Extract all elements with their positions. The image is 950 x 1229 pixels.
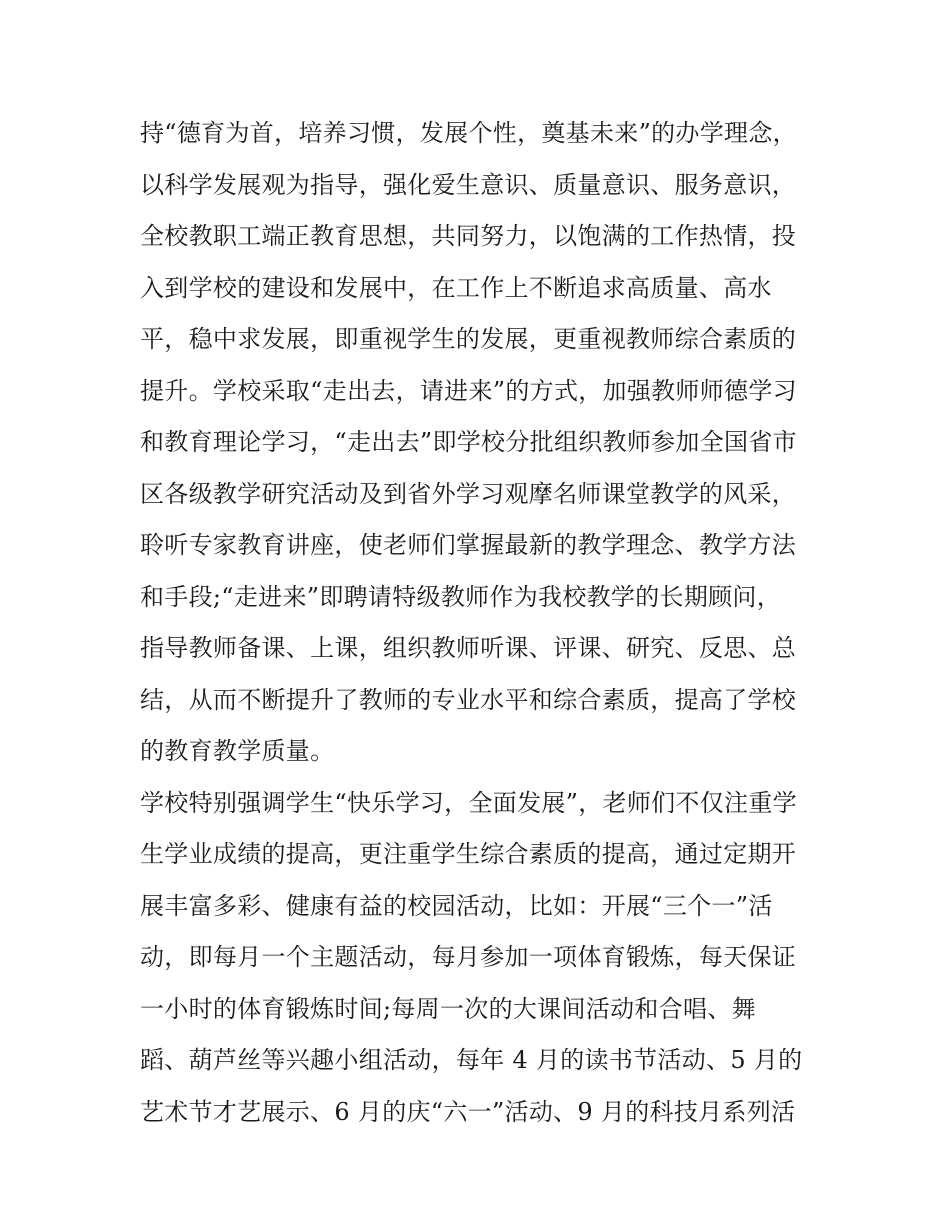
body-text <box>140 108 830 1138</box>
text-line: 全校教职工端正教育思想，共同努力，以饱满的工作热情，投 <box>140 222 797 250</box>
text-line: 和手段;“走进来”即聘请特级教师作为我校教学的长期顾问， <box>140 582 782 611</box>
text-line: 艺术节才艺展示、6 月的庆“六一”活动、9 月的科技月系列活 <box>140 1097 796 1126</box>
text-line: 持“德育为首，培养习惯，发展个性，奠基未来”的办学理念， <box>140 119 797 147</box>
text-line: 平，稳中求发展，即重视学生的发展，更重视教师综合素质的 <box>140 325 797 353</box>
text-line: 和教育理论学习，“走出去”即学校分批组织教师参加全国省市 <box>140 428 797 456</box>
text-line: 展丰富多彩、健康有益的校园活动，比如：开展“三个一”活 <box>140 891 773 920</box>
text-line: 入到学校的建设和发展中，在工作上不断追求高质量、高水 <box>140 273 772 302</box>
text-line: 结，从而不断提升了教师的专业水平和综合素质，提高了学校 <box>140 685 797 714</box>
text-line: 蹈、葫芦丝等兴趣小组活动，每年 4 月的读书节活动、5 月的 <box>140 1046 803 1074</box>
text-line: 提升。学校采取“走出去，请进来”的方式，加强教师师德学习 <box>140 376 797 405</box>
text-line: 聆听专家教育讲座，使老师们掌握最新的教学理念、教学方法 <box>140 531 797 559</box>
text-line: 的教育教学质量。 <box>140 737 335 765</box>
text-line: 以科学发展观为指导，强化爱生意识、质量意识、服务意识， <box>140 170 797 199</box>
text-line: 区各级教学研究活动及到省外学习观摩名师课堂教学的风采， <box>140 479 797 508</box>
text-line: 一小时的体育锻炼时间;每周一次的大课间活动和合唱、舞 <box>140 994 756 1023</box>
text-line: 学校特别强调学生“快乐学习，全面发展”，老师们不仅注重学 <box>140 788 797 817</box>
text-line: 动，即每月一个主题活动，每月参加一项体育锻炼，每天保证 <box>140 943 797 971</box>
text-line: 生学业成绩的提高，更注重学生综合素质的提高，通过定期开 <box>140 840 797 868</box>
text-line: 指导教师备课、上课，组织教师听课、评课、研究、反思、总 <box>140 634 797 662</box>
